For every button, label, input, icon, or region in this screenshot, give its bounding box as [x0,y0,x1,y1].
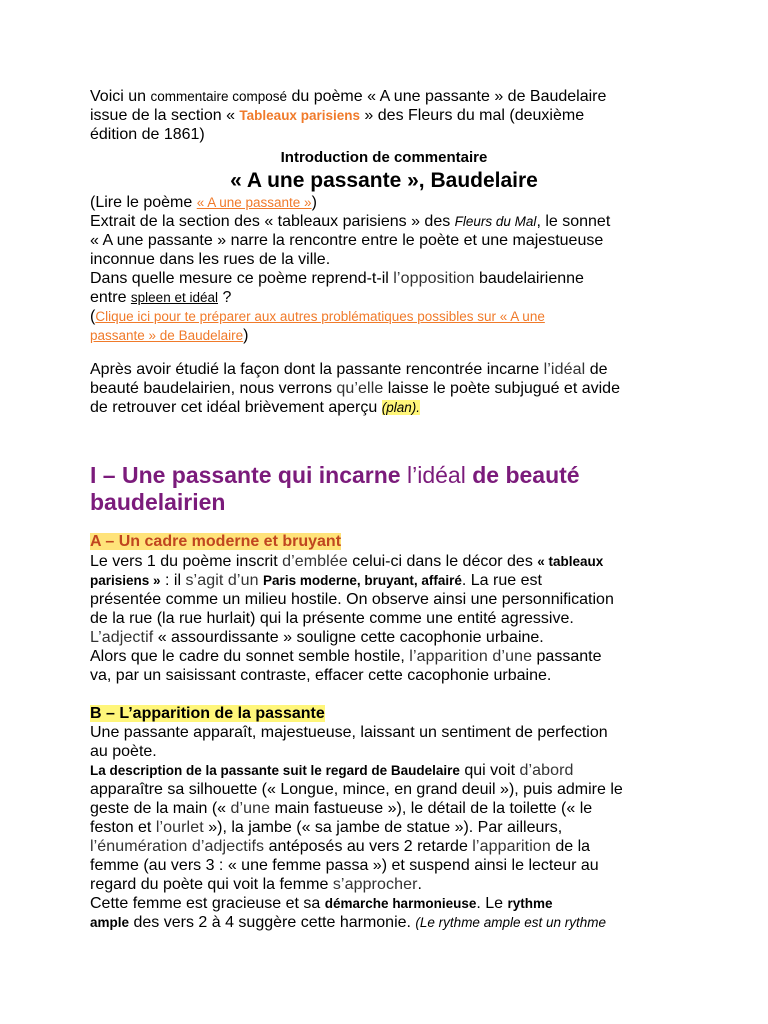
part-b-line-9: regard du poète qui voit la femme s’approcher. [90,876,422,893]
plan-tag: (plan). [381,400,420,415]
intro-line-1: Voici un commentaire composé du poème « A une passante » de Baudelaire [90,88,607,105]
read-poem-link[interactable]: « A une passante » [196,195,312,210]
part-a-line-7: va, par un saisissant contraste, effacer cette cacophonie urbaine. [90,667,552,684]
part-a-heading: A – Un cadre moderne et bruyant [90,533,342,550]
subtitle: Introduction de commentaire [280,149,488,166]
part-b-line-11: ample des vers 2 à 4 suggère cette harmonie. (Le rythme ample est un rythme [90,914,606,931]
extract-line-1: Extrait de la section des « tableaux parisiens » des Fleurs du Mal, le sonnet [90,213,611,230]
part-b-line-4: apparaître sa silhouette (« Longue, mince, en grand deuil »), puis admire le [90,781,623,798]
part-b-heading-wrap [90,704,690,723]
section-1-heading: I – Une passante qui incarne l’idéal de beauté [90,462,580,488]
part-a-line-2: parisiens » : il s’agit d’un Paris moderne, bruyant, affairé. La rue est [90,572,542,589]
part-b-line-7: l’énumération d’adjectifs antéposés au vers 2 retarde l’apparition de la [90,838,591,855]
part-b-line-3: La description de la passante suit le regard de Baudelaire qui voit d’abord [90,762,574,779]
problematiques-link[interactable]: Clique ici pour te préparer aux autres problématiques possibles sur « A une [95,309,545,324]
question-line-1: Dans quelle mesure ce poème reprend-t-il l’opposition baudelairienne [90,270,584,287]
part-b-line-8: femme (au vers 3 : « une femme passa ») et suspend ainsi le lecteur au [90,857,599,874]
intro-line-2: issue de la section « Tableaux parisiens » des Fleurs du mal (deuxième [90,107,585,124]
part-b-line-2: au poète. [90,743,157,760]
part-a-line-5: L’adjectif « assourdissante » souligne cette cacophonie urbaine. [90,629,544,646]
plan-line-3: de retrouver cet idéal brièvement aperçu (plan). [90,399,420,416]
part-b-line-10: Cette femme est gracieuse et sa démarche harmonieuse. Le rythme [90,895,553,912]
tableaux-parisiens-label: Tableaux parisiens [239,108,360,123]
plan-line-2: beauté baudelairien, nous verrons qu’elle laisse le poète subjugué et avide [90,380,620,397]
part-b-line-6: feston et l’ourlet »), la jambe (« sa jambe de statue »). Par ailleurs, [90,819,563,836]
question-line-2: entre spleen et idéal ? [90,289,232,306]
extract-line-3: inconnue dans les rues de la ville. [90,251,331,268]
plan-line-1: Après avoir étudié la façon dont la passante rencontrée incarne l’idéal de [90,361,608,378]
part-b-line-5: geste de la main (« d’une main fastueuse »), le détail de la toilette (« le [90,800,593,817]
extract-line-2: « A une passante » narre la rencontre entre le poète et une majestueuse [90,232,604,249]
part-b-line-1: Une passante apparaît, majestueuse, laissant un sentiment de perfection [90,724,608,741]
spleen-ideal-link[interactable]: spleen et idéal [130,290,218,305]
section-1-heading-cont: baudelairien [90,489,226,515]
part-a-line-6: Alors que le cadre du sonnet semble hostile, l’apparition d’une passante [90,648,602,665]
page-title: « A une passante », Baudelaire [230,169,538,192]
problematiques-line-1: (Clique ici pour te préparer aux autres problématiques possibles sur « A une [90,308,545,325]
problematiques-line-2: passante » de Baudelaire) [90,327,249,344]
intro-line-3: édition de 1861) [90,126,205,143]
problematiques-link-cont[interactable]: passante » de Baudelaire [90,328,244,343]
part-a-line-3: présentée comme un milieu hostile. On observe ainsi une personnification [90,591,614,608]
part-a-line-4: de la rue (la rue hurlait) qui la présente comme une entité agressive. [90,610,574,627]
part-a-line-1: Le vers 1 du poème inscrit d’emblée celui-ci dans le décor des « tableaux [90,553,604,570]
read-poem-line: (Lire le poème « A une passante ») [90,194,317,211]
part-b-heading: B – L’apparition de la passante [90,705,325,722]
part-a-heading-wrap [90,532,690,551]
